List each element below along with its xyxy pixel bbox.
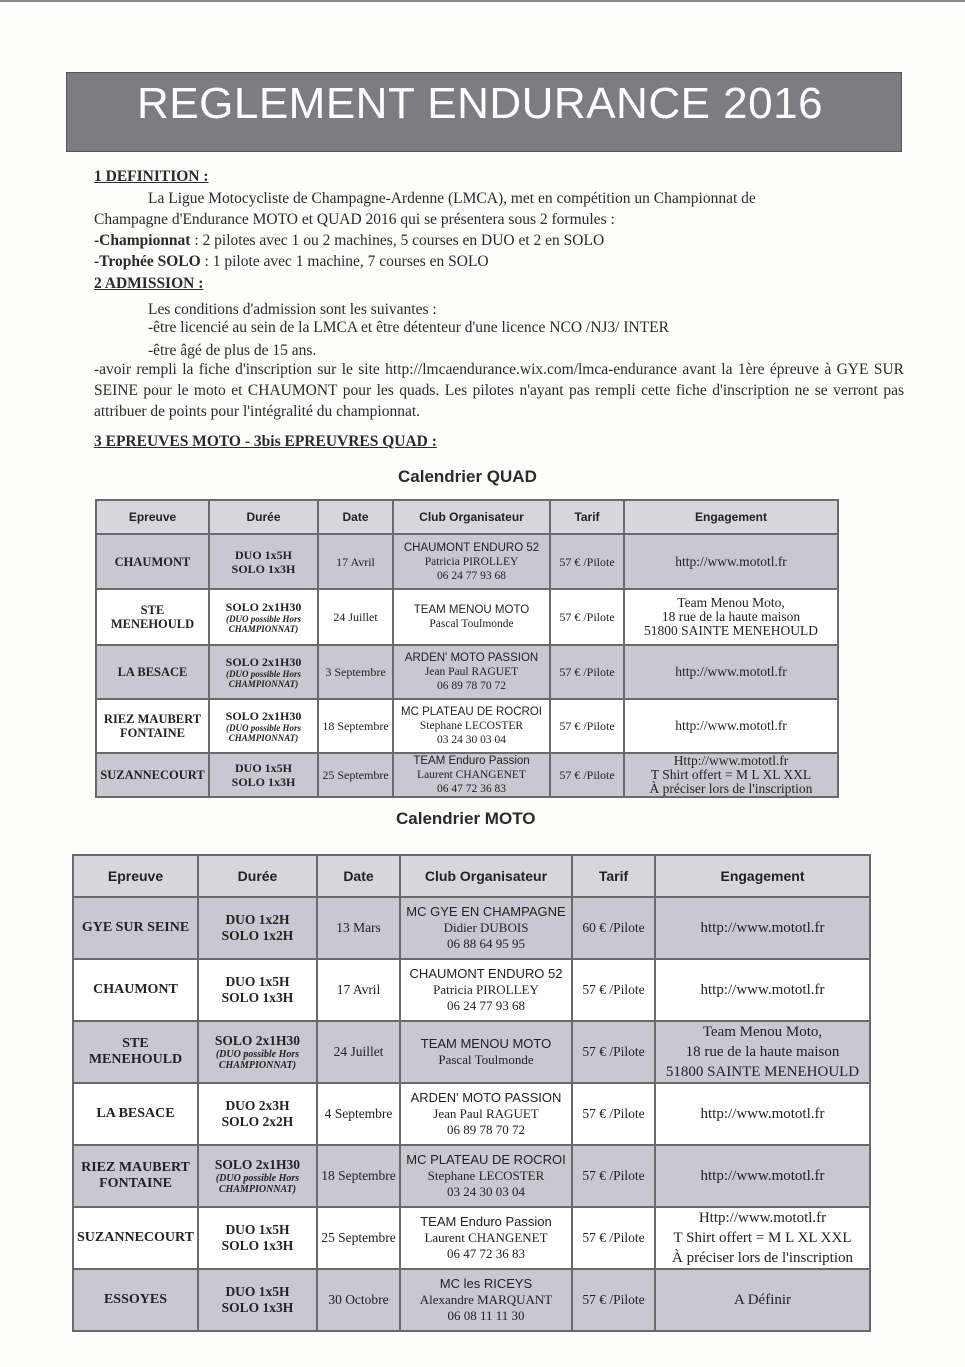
moto-calendar-table [72,854,871,1332]
engagement-cell [655,897,870,959]
admission-paragraph: -avoir rempli la fiche d'inscription sur le site http://lmcaendurance.wix.com/lmca-endurance avant la 1ère épreuve à GYE SUR SEINE pour le moto et CHAUMONT pour les quads. Les pilotes n'ayant pas rempli cette fiche d'inscription ne se verront pas attribuer de points pour l'intégralité du championnat. [94,361,904,420]
club-name: ARDEN' MOTO PASSION [410,1090,562,1105]
club-cell [400,1269,572,1331]
engagement-line1: http://www.mototl.fr [700,982,825,998]
duration-cell [198,1207,317,1269]
engagement-line1: http://www.mototl.fr [700,920,825,936]
event-name: CHAUMONT [73,959,198,1021]
event-name: STE MENEHOULD [96,589,209,645]
engagement-line1: Http://www.mototl.fr [673,753,789,768]
club-contact: Alexandre MARQUANT [419,1292,553,1307]
duration-line1: DUO 1x5H [225,1222,290,1237]
duration-note: (DUO possible Hors CHAMPIONNAT) [225,723,301,743]
club-name: CHAUMONT ENDURO 52 [403,541,540,554]
tarif: 57 € /Pilote [550,645,624,699]
duration-line1: SOLO 2x1H30 [214,1033,301,1048]
duration-cell [198,959,317,1021]
duration-note: (DUO possible Hors CHAMPIONNAT) [225,669,301,689]
engagement-line3: 51800 SAINTE MENEHOULD [665,1064,860,1080]
duration-line2: SOLO 1x3H [221,1238,294,1253]
club-phone: 06 89 78 70 72 [447,1122,525,1137]
club-cell [393,645,550,699]
quad-calendar-table [95,499,839,798]
event-name: RIEZ MAUBERT FONTAINE [73,1145,198,1207]
event-name: STE MENEHOULD [73,1021,198,1083]
club-contact: Jean Paul RAGUET [424,666,519,678]
engagement-line1: A Définir [733,1292,792,1308]
club-phone: 06 24 77 93 68 [447,998,525,1013]
duration-line2: SOLO 2x2H [221,1114,294,1129]
engagement-line3: À préciser lors de l'inscription [649,781,813,796]
trophy-line [94,251,489,272]
club-name: TEAM MENOU MOTO [420,1036,552,1051]
duration-cell [209,534,318,589]
club-phone: 06 24 77 93 68 [437,569,506,582]
engagement-line1: http://www.mototl.fr [700,1106,825,1122]
duration-line1: DUO 1x2H [225,912,290,927]
column-header: Date [318,500,393,534]
duration-line1: DUO 1x5H [225,1284,290,1299]
event-date: 17 Avril [317,959,400,1021]
tarif: 57 € /Pilote [572,1145,655,1207]
engagement-cell [624,534,838,589]
table-row [96,753,838,797]
table-row [73,1207,870,1269]
duration-line2: SOLO 1x3H [231,775,296,789]
event-name: LA BESACE [96,645,209,699]
club-contact: Patricia PIROLLEY [433,982,539,997]
club-cell [393,589,550,645]
event-date: 18 Septembre [318,699,393,753]
engagement-cell [655,959,870,1021]
engagement-line1: Team Menou Moto, [677,595,785,610]
tarif: 57 € /Pilote [572,1207,655,1269]
club-cell [400,1021,572,1083]
table-row [96,645,838,699]
event-date: 24 Juillet [317,1021,400,1083]
admission-line1: Les conditions d'admission sont les suivantes : [148,301,437,318]
tarif: 57 € /Pilote [572,1083,655,1145]
event-name: GYE SUR SEINE [73,897,198,959]
club-contact: Laurent CHANGENET [424,1230,548,1245]
table-row [96,699,838,753]
engagement-cell [655,1021,870,1083]
club-cell [393,534,550,589]
column-header: Tarif [550,500,624,534]
club-contact: Pascal Toulmonde [438,1052,534,1067]
event-name: SUZANNECOURT [73,1207,198,1269]
engagement-cell [624,699,838,753]
event-date: 25 Septembre [318,753,393,797]
club-cell [400,1207,572,1269]
club-phone: 06 08 11 11 30 [447,1308,525,1323]
table-row [73,1083,870,1145]
epreuves-heading: 3 EPREUVES MOTO - 3bis EPREUVRES QUAD : [94,433,437,450]
duration-cell [209,589,318,645]
engagement-line1: Team Menou Moto, [702,1024,823,1040]
club-cell [400,959,572,1021]
duration-note: (DUO possible Hors CHAMPIONNAT) [215,1173,300,1195]
club-contact: Stephane LECOSTER [419,720,524,732]
club-contact: Jean Paul RAGUET [433,1106,539,1121]
column-header: Date [317,855,400,897]
engagement-line3: 51800 SAINTE MENEHOULD [644,623,818,638]
top-rule [0,0,965,2]
event-name: SUZANNECOURT [96,753,209,797]
moto-calendar-title: Calendrier MOTO [396,809,536,828]
duration-line1: DUO 1x5H [235,761,292,775]
column-header: Tarif [572,855,655,897]
event-name: ESSOYES [73,1269,198,1331]
event-date: 17 Avril [318,534,393,589]
event-date: 24 Juillet [318,589,393,645]
engagement-cell [655,1083,870,1145]
event-date: 4 Septembre [317,1083,400,1145]
column-header: Epreuve [96,500,209,534]
duration-note: (DUO possible Hors CHAMPIONNAT) [225,614,301,634]
duration-line1: SOLO 2x1H30 [225,709,302,723]
event-date: 3 Septembre [318,645,393,699]
quad-header-row [96,500,838,534]
club-phone: 06 89 78 70 72 [437,680,506,692]
event-name: LA BESACE [73,1083,198,1145]
club-cell [393,753,550,797]
duration-cell [209,699,318,753]
engagement-line2: T Shirt offert = M L XL XXL [650,767,812,782]
tarif: 57 € /Pilote [572,959,655,1021]
club-name: MC PLATEAU DE ROCROI [401,706,542,718]
duration-line2: SOLO 1x3H [221,990,294,1005]
trophy-text: : 1 pilote avec 1 machine, 7 courses en SOLO [200,253,489,270]
duration-cell [198,1021,317,1083]
column-header: Engagement [655,855,870,897]
engagement-line1: http://www.mototl.fr [675,553,787,569]
club-name: ARDEN' MOTO PASSION [404,652,539,664]
definition-line1: La Ligue Motocycliste de Champagne-Ardenne (LMCA), met en compétition un Championnat de [148,190,756,207]
duration-line2: SOLO 1x2H [221,928,294,943]
club-cell [400,897,572,959]
event-name: RIEZ MAUBERT FONTAINE [96,699,209,753]
duration-line1: SOLO 2x1H30 [225,655,302,669]
tarif: 57 € /Pilote [572,1269,655,1331]
club-name: TEAM MENOU MOTO [413,604,530,616]
championnat-text: : 2 pilotes avec 1 ou 2 machines, 5 courses en DUO et 2 en SOLO [190,232,605,249]
engagement-cell [624,753,838,797]
event-date: 30 Octobre [317,1269,400,1331]
club-phone: 06 88 64 95 95 [447,936,525,951]
table-row [96,534,838,589]
admission-heading: 2 ADMISSION : [94,275,204,292]
table-row [73,959,870,1021]
duration-line2: SOLO 1x3H [221,1300,294,1315]
event-date: 18 Septembre [317,1145,400,1207]
championnat-label: -Championnat [94,232,191,249]
duration-line1: SOLO 2x1H30 [214,1157,301,1172]
duration-line1: SOLO 2x1H30 [225,600,302,614]
page-title: REGLEMENT ENDURANCE 2016 [137,79,824,128]
club-contact: Patricia PIROLLEY [424,555,519,568]
tarif: 57 € /Pilote [550,699,624,753]
engagement-cell [624,645,838,699]
duration-line1: DUO 1x5H [235,547,292,562]
tarif: 57 € /Pilote [550,753,624,797]
club-contact: Didier DUBOIS [443,920,529,935]
championnat-line [94,230,604,251]
column-header: Club Organisateur [400,855,572,897]
column-header: Engagement [624,500,838,534]
duration-line1: DUO 2x3H [225,1098,290,1113]
duration-line1: DUO 1x5H [225,974,290,989]
engagement-line3: À préciser lors de l'inscription [672,1250,853,1266]
column-header: Club Organisateur [393,500,550,534]
event-date: 25 Septembre [317,1207,400,1269]
trophy-label: -Trophée SOLO [94,253,201,270]
club-phone: 06 47 72 36 83 [447,1246,525,1261]
club-contact: Laurent CHANGENET [417,769,526,781]
club-name: MC les RICEYS [439,1276,533,1291]
engagement-line2: T Shirt offert = M L XL XXL [673,1230,852,1246]
table-row [73,1021,870,1083]
moto-header-row [73,855,870,897]
definition-line2: Champagne d'Endurance MOTO et QUAD 2016 qui se présentera sous 2 formules : [94,211,615,228]
engagement-line1: http://www.mototl.fr [675,664,787,679]
tarif: 57 € /Pilote [572,1021,655,1083]
engagement-line2: 18 rue de la haute maison [661,609,801,624]
definition-heading: 1 DEFINITION : [94,168,209,185]
engagement-cell [655,1145,870,1207]
club-name: MC PLATEAU DE ROCROI [406,1152,566,1167]
duration-cell [198,1269,317,1331]
table-row [73,1145,870,1207]
event-date: 13 Mars [317,897,400,959]
admission-line2: -être licencié au sein de la LMCA et être détenteur d'une licence NCO /NJ3/ INTER [148,319,669,336]
club-phone: 03 24 30 03 04 [437,734,506,746]
engagement-line1: http://www.mototl.fr [700,1168,825,1184]
duration-note: (DUO possible Hors CHAMPIONNAT) [215,1049,300,1071]
duration-cell [198,1083,317,1145]
engagement-line1: Http://www.mototl.fr [698,1210,827,1226]
tarif: 57 € /Pilote [550,589,624,645]
club-phone: 03 24 30 03 04 [447,1184,525,1199]
club-cell [400,1145,572,1207]
duration-cell [198,1145,317,1207]
duration-line2: SOLO 1x3H [231,561,296,576]
engagement-line1: http://www.mototl.fr [675,718,787,733]
table-row [73,1269,870,1331]
title-banner [66,72,902,152]
duration-cell [209,645,318,699]
quad-calendar-title: Calendrier QUAD [398,467,537,486]
tarif: 57 € /Pilote [550,534,624,589]
club-name: CHAUMONT ENDURO 52 [409,966,563,981]
duration-cell [198,897,317,959]
club-name: MC GYE EN CHAMPAGNE [406,904,566,919]
column-header: Durée [198,855,317,897]
column-header: Epreuve [73,855,198,897]
tarif: 60 € /Pilote [572,897,655,959]
admission-line3: -être âgé de plus de 15 ans. [148,342,317,359]
column-header: Durée [209,500,318,534]
duration-cell [209,753,318,797]
club-cell [400,1083,572,1145]
club-contact: Stephane LECOSTER [427,1168,545,1183]
club-phone: 06 47 72 36 83 [437,783,506,795]
engagement-cell [655,1207,870,1269]
club-cell [393,699,550,753]
engagement-cell [655,1269,870,1331]
club-name: TEAM Enduro Passion [413,755,530,767]
club-name: TEAM Enduro Passion [420,1214,552,1229]
table-row [96,589,838,645]
event-name: CHAUMONT [96,534,209,589]
table-row [73,897,870,959]
engagement-line2: 18 rue de la haute maison [685,1044,840,1060]
club-contact: Pascal Toulmonde [429,618,514,630]
engagement-cell [624,589,838,645]
